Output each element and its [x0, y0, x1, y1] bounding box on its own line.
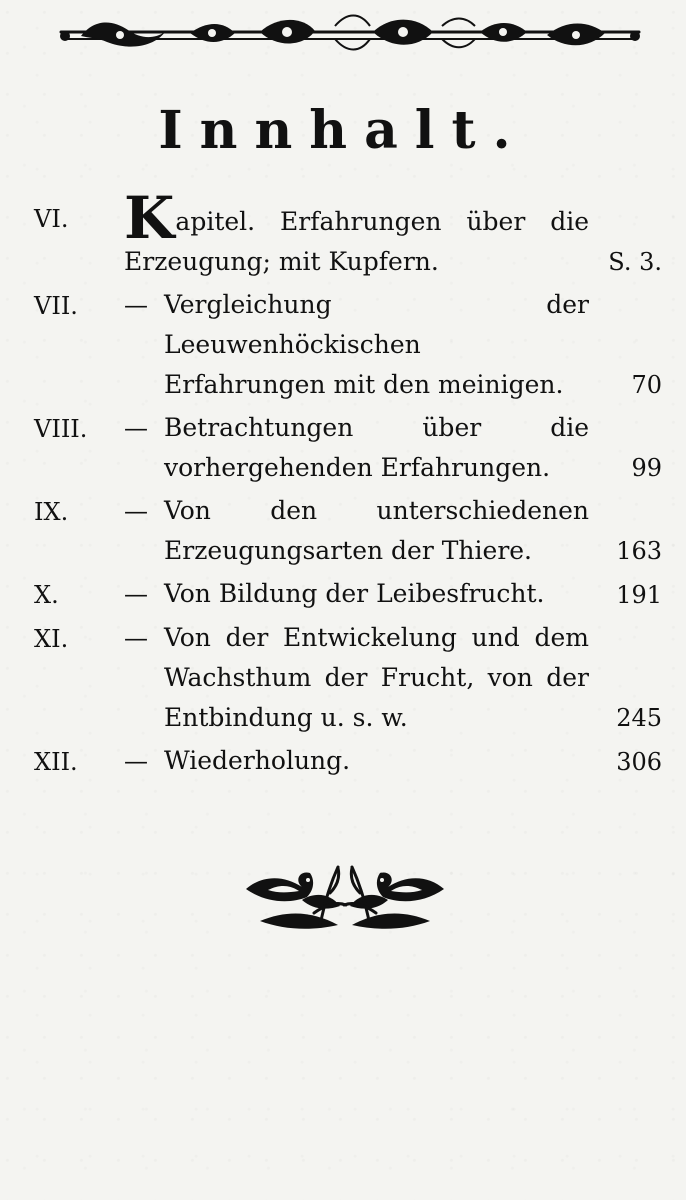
toc-entry	[34, 574, 662, 615]
page-number: 191	[616, 581, 662, 609]
chapter-numeral: VII.	[34, 292, 78, 320]
chapter-dash: —	[124, 291, 148, 319]
chapter-title: Von der Entwickelung und dem Wachsthum der Frucht, von der Entbindung u. s. w.	[164, 623, 589, 732]
chapter-dash: —	[124, 624, 148, 652]
chapter-numeral: IX.	[34, 498, 69, 526]
chapter-numeral: X.	[34, 581, 59, 609]
page-number: 70	[631, 371, 662, 399]
toc-entry	[34, 408, 662, 488]
toc-entry	[34, 184, 662, 282]
chapter-title: Vergleichung der Leeuwenhöckischen Erfahrungen mit den meinigen.	[164, 290, 589, 399]
chapter-title: Von den unterschiedenen Erzeugungsarten der Thiere.	[164, 496, 589, 565]
toc-entry	[34, 491, 662, 571]
bird-foliage-vignette-icon	[242, 855, 448, 933]
page-number: 245	[616, 704, 662, 732]
table-of-contents	[34, 184, 662, 785]
page-number: 306	[616, 748, 662, 776]
chapter-dash: —	[124, 497, 148, 525]
chapter-title: Von Bildung der Leibesfrucht.	[164, 579, 545, 608]
chapter-numeral: XII.	[34, 748, 78, 776]
page-number: 99	[631, 454, 662, 482]
chapter-title-text: apitel. Erfahrungen über die Erzeugung; mit Kupfern.	[124, 207, 589, 276]
page-number: 163	[616, 537, 662, 565]
toc-entry	[34, 285, 662, 405]
page-title: Innhalt.	[158, 100, 528, 161]
toc-entry	[34, 618, 662, 738]
chapter-title	[124, 184, 595, 282]
toc-entry	[34, 741, 662, 782]
top-floral-ornament	[55, 8, 645, 58]
page-number: S. 3.	[608, 248, 662, 276]
chapter-dash: —	[124, 414, 148, 442]
chapter-numeral: XI.	[34, 625, 69, 653]
chapter-dash: —	[124, 580, 148, 608]
chapter-numeral: VI.	[34, 205, 69, 233]
chapter-dash: —	[124, 747, 148, 775]
chapter-numeral: VIII.	[34, 415, 88, 443]
chapter-title: Wiederholung.	[164, 746, 351, 775]
decorated-initial: K	[124, 184, 175, 252]
chapter-title: Betrachtungen über die vorhergehenden Erfahrungen.	[164, 413, 589, 482]
